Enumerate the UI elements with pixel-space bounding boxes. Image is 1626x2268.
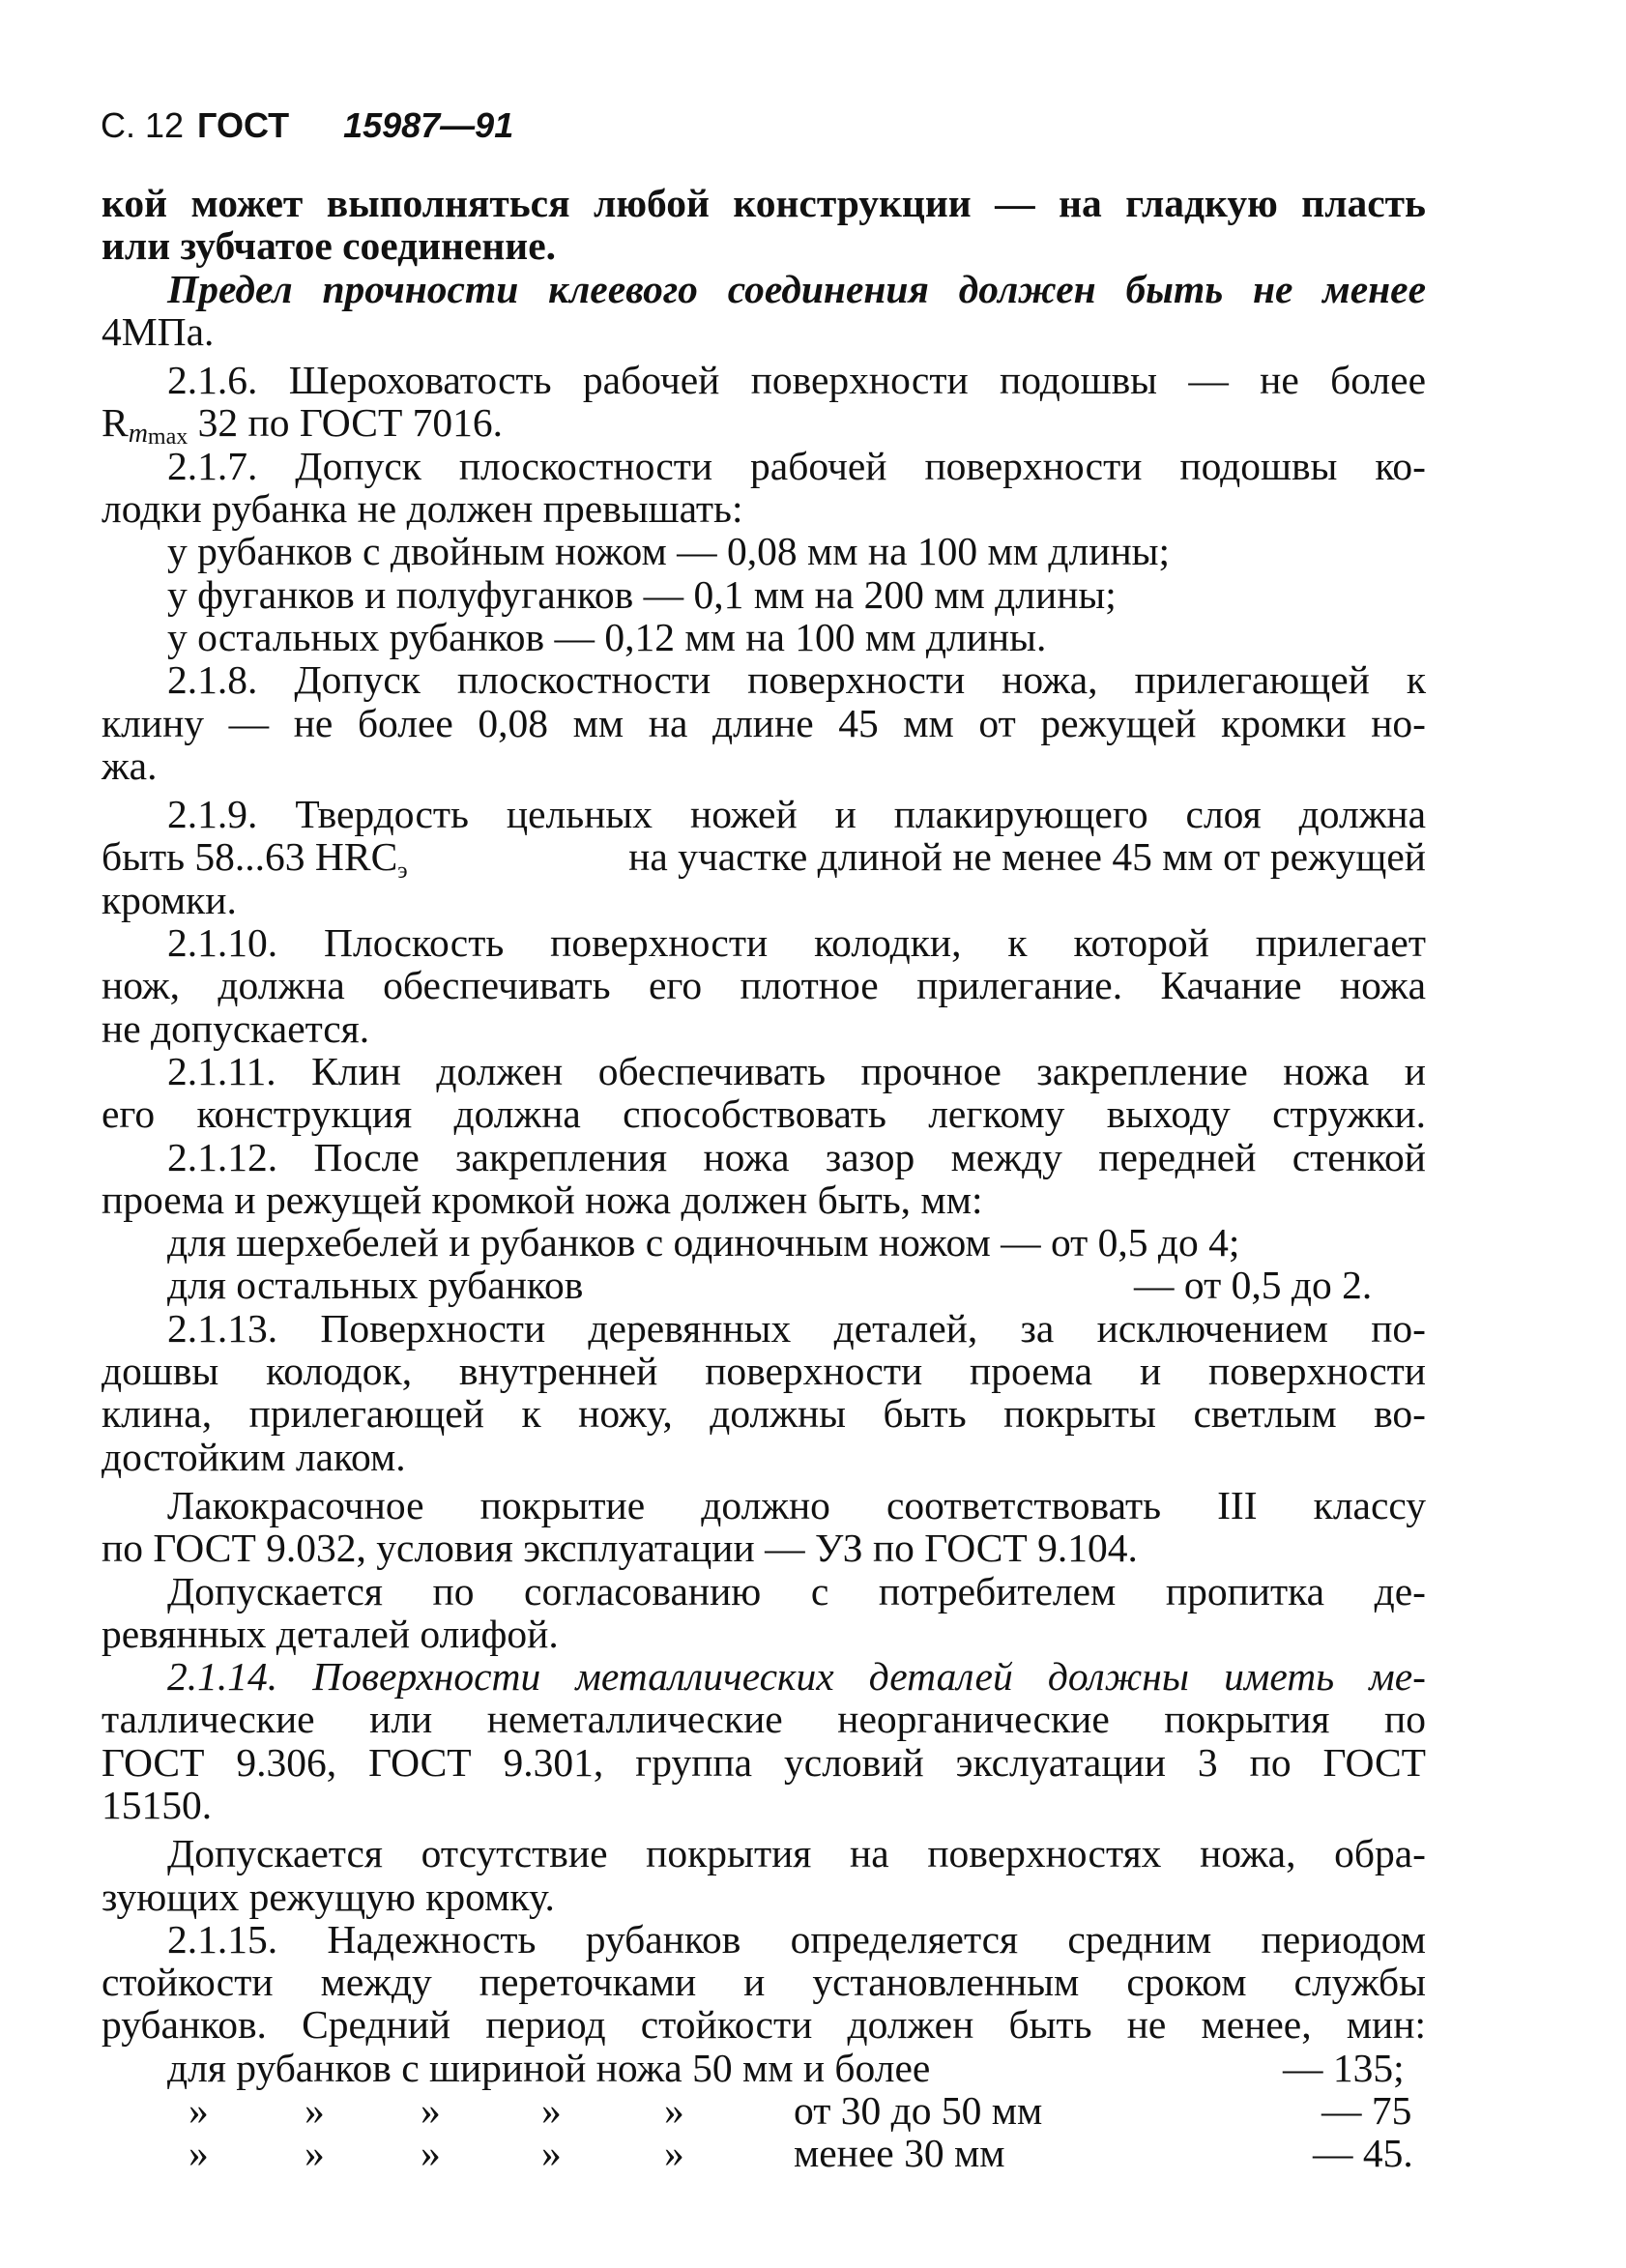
standard-number: 15987—91	[343, 105, 514, 145]
text-line: 2.1.9. Твердость цельных ножей и плакирующего слоя должна	[167, 792, 1426, 837]
text-line: » » » » » менее 30 мм — 45.	[189, 2131, 1413, 2176]
text-line: клину — не более 0,08 мм на длине 45 мм от режущей кромки но-	[102, 700, 1426, 745]
text-line: проема и режущей кромкой ножа должен быть, мм:	[102, 1177, 983, 1222]
text-line: быть 58...63 HRCэ на участке длиной не менее 45 мм от режущей	[102, 834, 1426, 885]
text-line: дошвы колодок, внутренней поверхности проема и поверхности	[102, 1349, 1426, 1394]
text-line: кой может выполняться любой конструкции — на гладкую пласть	[102, 181, 1426, 225]
text-line: нож, должна обеспечивать его плотное прилегание. Качание ножа	[102, 963, 1426, 1008]
text-line: лодки рубанка не должен превышать:	[102, 486, 743, 532]
rmax-symbol: $R_m\max$	[102, 400, 189, 451]
text-line: для шерхебелей и рубанков с одиночным ножом — от 0,5 до 4;	[167, 1220, 1240, 1265]
text-line: жа.	[102, 742, 158, 788]
text-line: достойким лаком.	[102, 1434, 406, 1479]
text-line: Предел прочности клеевого соединения должен быть не менее	[167, 266, 1426, 311]
text-line: 2.1.13. Поверхности деревянных деталей, за исключением по-	[167, 1305, 1426, 1351]
text-line: Лакокрасочное покрытие должно соответствовать III классу	[167, 1482, 1426, 1527]
text-line: у фуганков и полуфуганков — 0,1 мм на 200 мм длины;	[167, 571, 1117, 617]
text-line: у рубанков с двойным ножом — 0,08 мм на 100 мм длины;	[167, 529, 1171, 574]
text-line: 2.1.14. Поверхности металлических деталей должны иметь ме-	[167, 1654, 1426, 1700]
text-line: 2.1.11. Клин должен обеспечивать прочное закрепление ножа и	[167, 1048, 1426, 1093]
text-line: Допускается по согласованию с потребителем пропитка де-	[167, 1568, 1426, 1614]
text-line: для рубанков с шириной ножа 50 мм и более — 135;	[167, 2045, 1405, 2090]
text-line: стойкости между переточками и установленным сроком службы	[102, 1960, 1426, 2005]
text-line: для остальных рубанков — от 0,5 до 2.	[167, 1263, 1373, 1308]
text-line: $R_m\max$ 32 по ГОСТ 7016.	[102, 400, 504, 451]
text-line: ревянных деталей олифой.	[102, 1611, 559, 1656]
text-line: 2.1.8. Допуск плоскостности поверхности ножа, прилегающей к	[167, 657, 1426, 703]
text-line: кромки.	[102, 877, 237, 922]
text-line: Допускается отсутствие покрытия на поверхностях ножа, обра-	[167, 1831, 1426, 1876]
text-line: 15150.	[102, 1782, 213, 1827]
text-line: 2.1.15. Надежность рубанков определяется средним периодом	[167, 1916, 1426, 1962]
text-line: 2.1.10. Плоскость поверхности колодки, к которой прилегает	[167, 920, 1426, 966]
text-line: таллические или неметаллические неорганические покрытия по	[102, 1697, 1426, 1742]
text-line: 2.1.12. После закрепления ножа зазор между передней стенкой	[167, 1134, 1426, 1179]
page-header	[101, 104, 513, 147]
text-line: зующих режущую кромку.	[102, 1874, 555, 1919]
text-line: » » » » » от 30 до 50 мм — 75	[189, 2088, 1412, 2134]
standard-label: ГОСТ	[197, 105, 290, 145]
text-line: или зубчатое соединение.	[102, 223, 557, 269]
text-line: по ГОСТ 9.032, условия эксплуатации — УЗ по ГОСТ 9.104.	[102, 1526, 1138, 1571]
text-line: его конструкция должна способствовать легкому выходу стружки.	[102, 1091, 1426, 1137]
text-line: 2.1.7. Допуск плоскостности рабочей поверхности подошвы ко-	[167, 443, 1426, 488]
text-line: рубанков. Средний период стойкости должен быть не менее, мин:	[102, 2002, 1426, 2048]
text-line: клина, прилегающей к ножу, должны быть покрыты светлым во-	[102, 1391, 1426, 1437]
text-line: не допускается.	[102, 1005, 370, 1051]
text-line: 4МПа.	[102, 308, 215, 354]
text-line: у остальных рубанков — 0,12 мм на 100 мм длины.	[167, 614, 1047, 659]
text-line: ГОСТ 9.306, ГОСТ 9.301, группа условий экслуатации 3 по ГОСТ	[102, 1739, 1426, 1785]
text-line: 2.1.6. Шероховатость рабочей поверхности подошвы — не более	[167, 358, 1426, 403]
document-body	[102, 182, 1426, 2175]
page-number: С. 12	[101, 105, 185, 145]
